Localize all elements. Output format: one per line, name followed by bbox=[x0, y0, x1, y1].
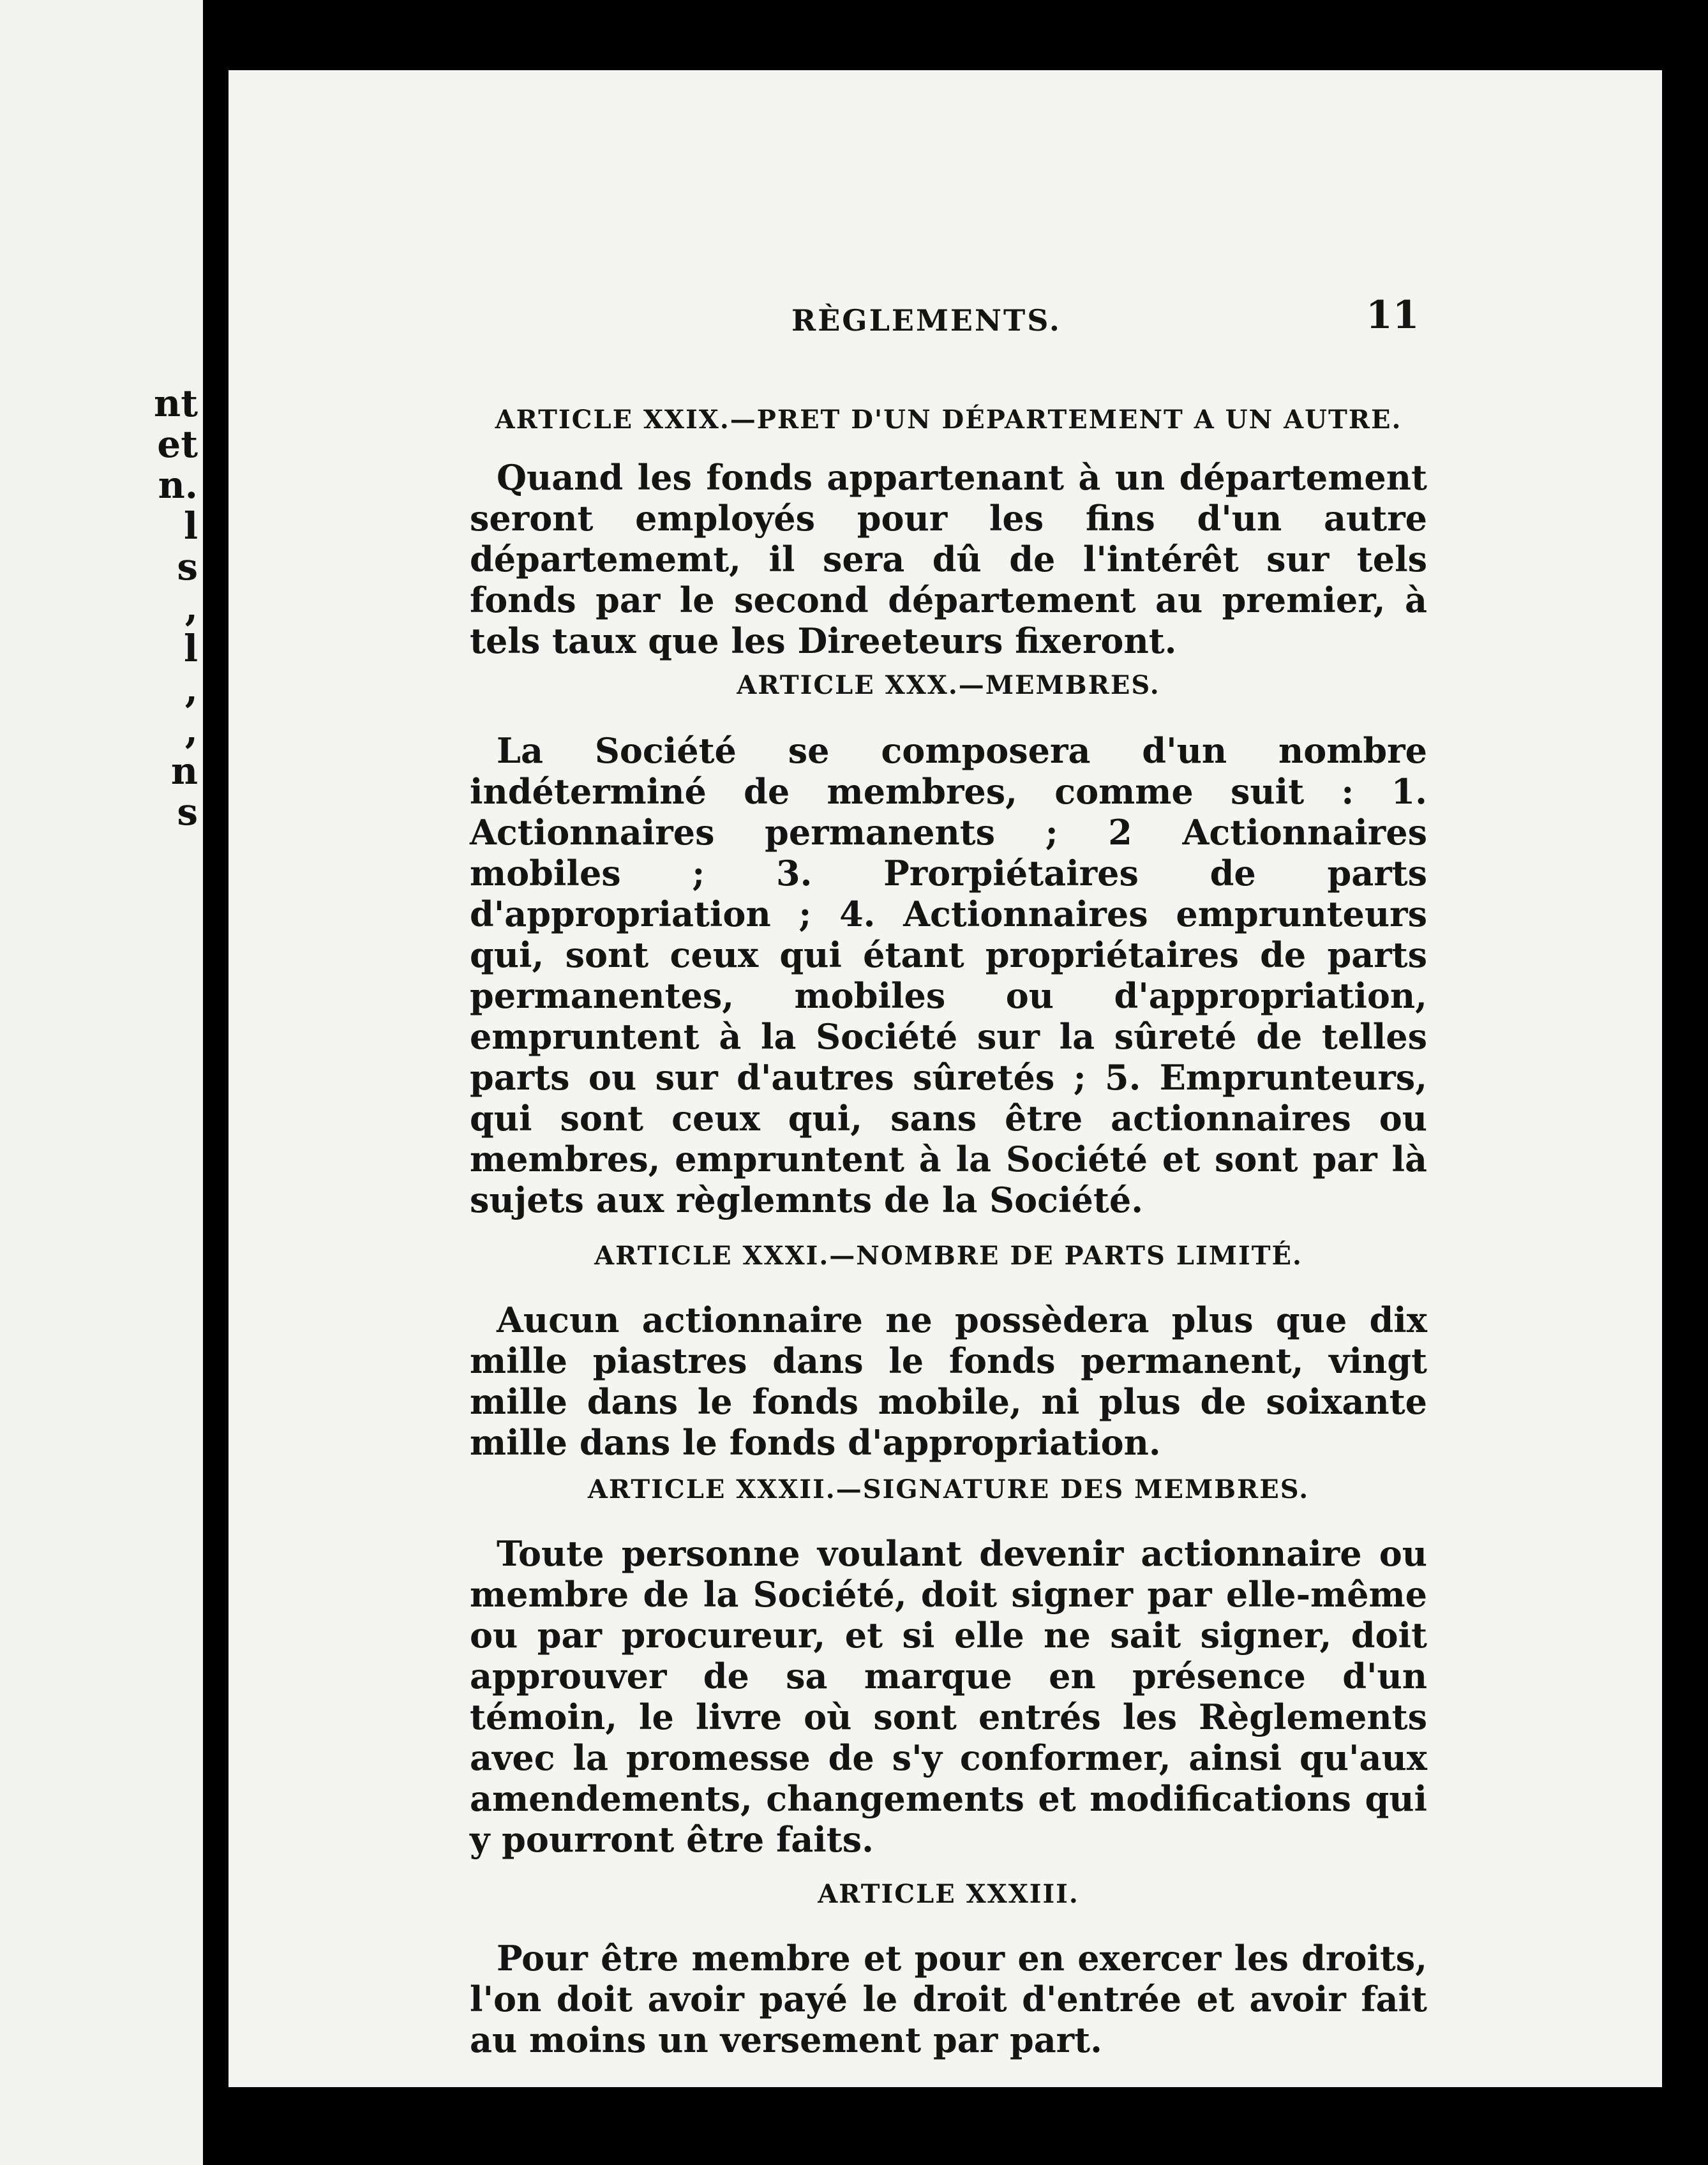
article-text: Toute personne voulant devenir actionnaire ou membre de la Société, doit signer par elle-même ou par procureur, et si elle ne sait signer, doit approuver de sa marque en présence d'un témoin, le livre où sont entrés les Règlements avec la promesse de s'y conformer, ainsi qu'aux amendements, changements et modifications qui y pourront être faits. bbox=[470, 1533, 1427, 1860]
scan-edge bbox=[1670, 0, 1708, 2165]
article-heading: ARTICLE XXX.—MEMBRES. bbox=[737, 670, 1160, 700]
article-heading: ARTICLE XXXI.—NOMBRE DE PARTS LIMITÉ. bbox=[594, 1241, 1303, 1271]
book-page bbox=[228, 70, 1662, 2087]
article-text: Aucun actionnaire ne possèdera plus que dix mille piastres dans le fonds permanent, vingt mille dans le fonds mobile, ni plus de soixante mille dans le fonds d'appropriation. bbox=[470, 1300, 1427, 1463]
running-head bbox=[228, 293, 1662, 361]
article-text: Quand les fonds appartenant à un département seront employés pour les fins d'un autre départememt, il sera dû de l'intérêt sur tels fonds par le second département au premier, à tels taux que les Direeteurs fixeront. bbox=[470, 457, 1427, 661]
fragment: , bbox=[184, 586, 198, 629]
previous-page-text-fragments bbox=[147, 383, 198, 832]
fragment: s bbox=[177, 790, 198, 834]
page-content bbox=[470, 402, 1427, 2060]
fragment: l bbox=[183, 627, 198, 670]
running-title: RÈGLEMENTS. bbox=[791, 303, 1061, 338]
fragment: , bbox=[184, 668, 198, 711]
fragment: et bbox=[157, 423, 198, 466]
previous-page-edge bbox=[0, 0, 203, 2165]
article-heading: ARTICLE XXIX.—PRET D'UN DÉPARTEMENT A UN AUTRE. bbox=[495, 405, 1402, 435]
article-heading: ARTICLE XXXII.—SIGNATURE DES MEMBRES. bbox=[587, 1474, 1310, 1504]
article-text: Pour être membre et pour en exercer les droits, l'on doit avoir payé le droit d'entrée et avoir fait au moins un versement par part. bbox=[470, 1938, 1427, 2060]
fragment: n bbox=[170, 749, 198, 793]
fragment: nt bbox=[154, 382, 198, 425]
article-text: La Société se composera d'un nombre indéterminé de membres, comme suit : 1. Actionnaires permanents ; 2 Actionnaires mobiles ; 3. Prorpiétaires de parts d'appropriation ; 4. Actionnaires emprunteurs qui, sont ceux qui étant propriétaires de parts permanentes, mobiles ou d'appropriation, empruntent à la Société sur la sûreté de telles parts ou sur d'autres sûretés ; 5. Emprunteurs, qui sont ceux qui, sans être actionnaires ou membres, empruntent à la Société et sont par là sujets aux règlemnts de la Société. bbox=[470, 730, 1427, 1220]
fragment: n. bbox=[158, 463, 198, 507]
book-gutter bbox=[203, 0, 228, 2165]
page-number: 11 bbox=[1366, 293, 1420, 338]
fragment: , bbox=[184, 708, 198, 752]
fragment: s bbox=[177, 545, 198, 588]
article-heading: ARTICLE XXXIII. bbox=[818, 1879, 1079, 1909]
fragment: l bbox=[183, 504, 198, 548]
